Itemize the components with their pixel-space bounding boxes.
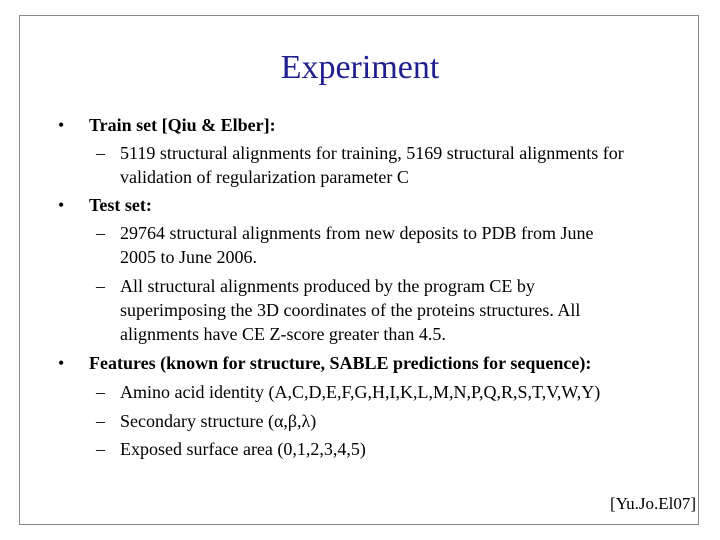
slide-title: Experiment: [280, 49, 440, 86]
sub-bullet-line: 29764 structural alignments from new deposits to PDB from June: [120, 223, 594, 243]
dash-marker: –: [96, 276, 105, 296]
sub-bullet-line: All structural alignments produced by the program CE by: [120, 276, 535, 296]
sub-bullet-line: alignments have CE Z-score greater than 4.5.: [120, 324, 446, 344]
dash-marker: –: [96, 382, 105, 402]
sub-bullet-line: Exposed surface area (0,1,2,3,4,5): [120, 439, 366, 459]
dash-marker: –: [96, 143, 105, 163]
sub-bullet-line: validation of regularization parameter C: [120, 167, 409, 187]
bullet-train-set: Train set [Qiu & Elber]:: [89, 115, 276, 135]
bullet-marker: •: [58, 353, 65, 373]
sub-bullet-line: Amino acid identity (A,C,D,E,F,G,H,I,K,L,M,N,P,Q,R,S,T,V,W,Y): [120, 382, 601, 402]
sub-bullet-line: 5119 structural alignments for training, 5169 structural alignments for: [120, 143, 624, 163]
bullet-marker: •: [58, 115, 65, 135]
dash-marker: –: [96, 223, 105, 243]
dash-marker: –: [96, 439, 105, 459]
sub-bullet-line: Secondary structure (α,β,λ): [120, 411, 317, 431]
bullet-marker: •: [58, 195, 65, 215]
bullet-test-set: Test set:: [89, 195, 152, 215]
bullet-features: Features (known for structure, SABLE predictions for sequence):: [89, 353, 592, 373]
sub-bullet-line: superimposing the 3D coordinates of the proteins structures. All: [120, 300, 581, 320]
dash-marker: –: [96, 411, 105, 431]
citation-reference: [Yu.Jo.El07]: [610, 494, 696, 513]
sub-bullet-line: 2005 to June 2006.: [120, 247, 257, 267]
